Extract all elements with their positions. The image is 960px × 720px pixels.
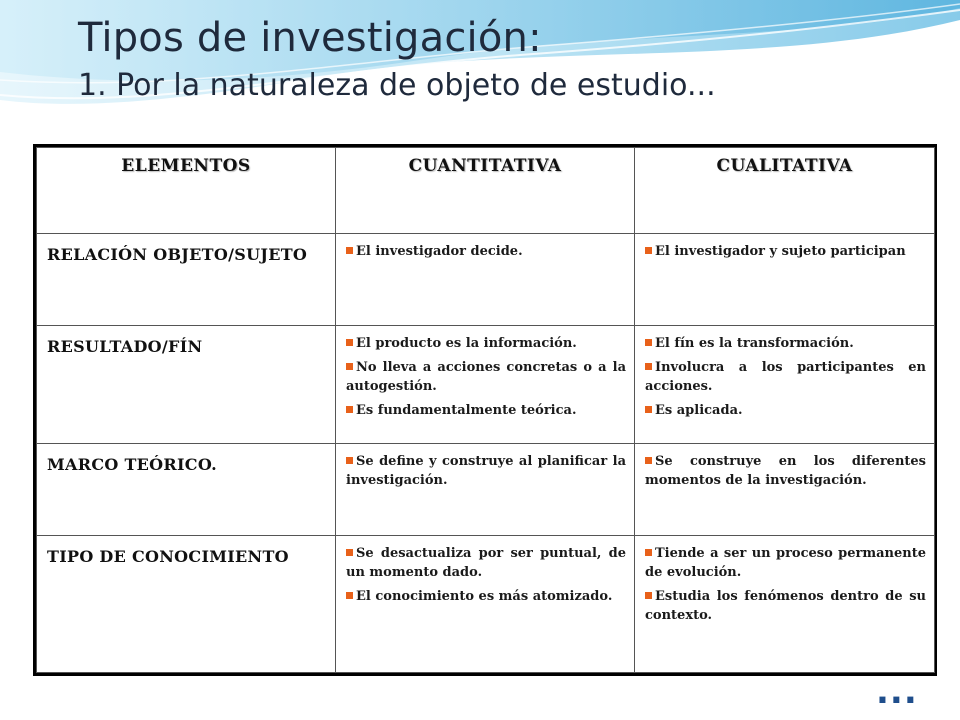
comparison-table [33, 144, 937, 676]
table-row [37, 444, 935, 536]
cualitativa-cell [635, 326, 935, 444]
list-item: No lleva a acciones concretas o a la autogestión. [346, 360, 626, 394]
list-item: El conocimiento es más atomizado. [346, 587, 626, 606]
table-row [37, 326, 935, 444]
bullet-square-icon [346, 363, 353, 370]
cuantitativa-cell [336, 536, 635, 673]
bullet-square-icon [346, 592, 353, 599]
bullet-square-icon [346, 339, 353, 346]
row-label: RESULTADO/FÍN [37, 326, 336, 444]
header-cuantitativa: CUANTITATIVA [336, 148, 635, 234]
bullet-square-icon [346, 549, 353, 556]
list-item: El fín es la transformación. [645, 334, 926, 353]
list-item: Involucra a los participantes en acciones. [645, 360, 926, 394]
header-cualitativa: CUALITATIVA [635, 148, 935, 234]
cuantitativa-cell [336, 234, 635, 326]
list-item: Tiende a ser un proceso permanente de evolución. [645, 546, 926, 580]
table-row [37, 536, 935, 673]
row-label: TIPO DE CONOCIMIENTO [37, 536, 336, 673]
list-item: El producto es la información. [346, 334, 626, 353]
table-header-row [37, 148, 935, 234]
continuation-ellipsis: ... [876, 672, 918, 712]
list-item: Se desactualiza por ser puntual, de un momento dado. [346, 546, 626, 580]
row-label: MARCO TEÓRICO. [37, 444, 336, 536]
cualitativa-cell [635, 234, 935, 326]
bullet-square-icon [346, 406, 353, 413]
cuantitativa-cell [336, 326, 635, 444]
bullet-square-icon [645, 592, 652, 599]
cuantitativa-cell [336, 444, 635, 536]
header-elementos: ELEMENTOS [37, 148, 336, 234]
list-item: Se define y construye al planificar la investigación. [346, 454, 626, 488]
bullet-square-icon [645, 247, 652, 254]
bullet-square-icon [346, 457, 353, 464]
bullet-square-icon [645, 339, 652, 346]
slide-title: Tipos de investigación: [78, 15, 542, 61]
list-item: Se construye en los diferentes momentos de la investigación. [645, 454, 926, 488]
cualitativa-cell [635, 536, 935, 673]
table-row [37, 234, 935, 326]
list-item: Estudia los fenómenos dentro de su contexto. [645, 589, 926, 623]
bullet-square-icon [645, 406, 652, 413]
bullet-square-icon [645, 457, 652, 464]
list-item: El investigador decide. [346, 242, 626, 261]
bullet-square-icon [346, 247, 353, 254]
list-item: El investigador y sujeto participan [645, 242, 926, 261]
slide-subtitle: 1. Por la naturaleza de objeto de estudio... [78, 68, 716, 103]
list-item: Es aplicada. [645, 401, 926, 420]
title-block [78, 14, 716, 106]
list-item: Es fundamentalmente teórica. [346, 401, 626, 420]
cualitativa-cell [635, 444, 935, 536]
row-label: RELACIÓN OBJETO/SUJETO [37, 234, 336, 326]
bullet-square-icon [645, 363, 652, 370]
bullet-square-icon [645, 549, 652, 556]
